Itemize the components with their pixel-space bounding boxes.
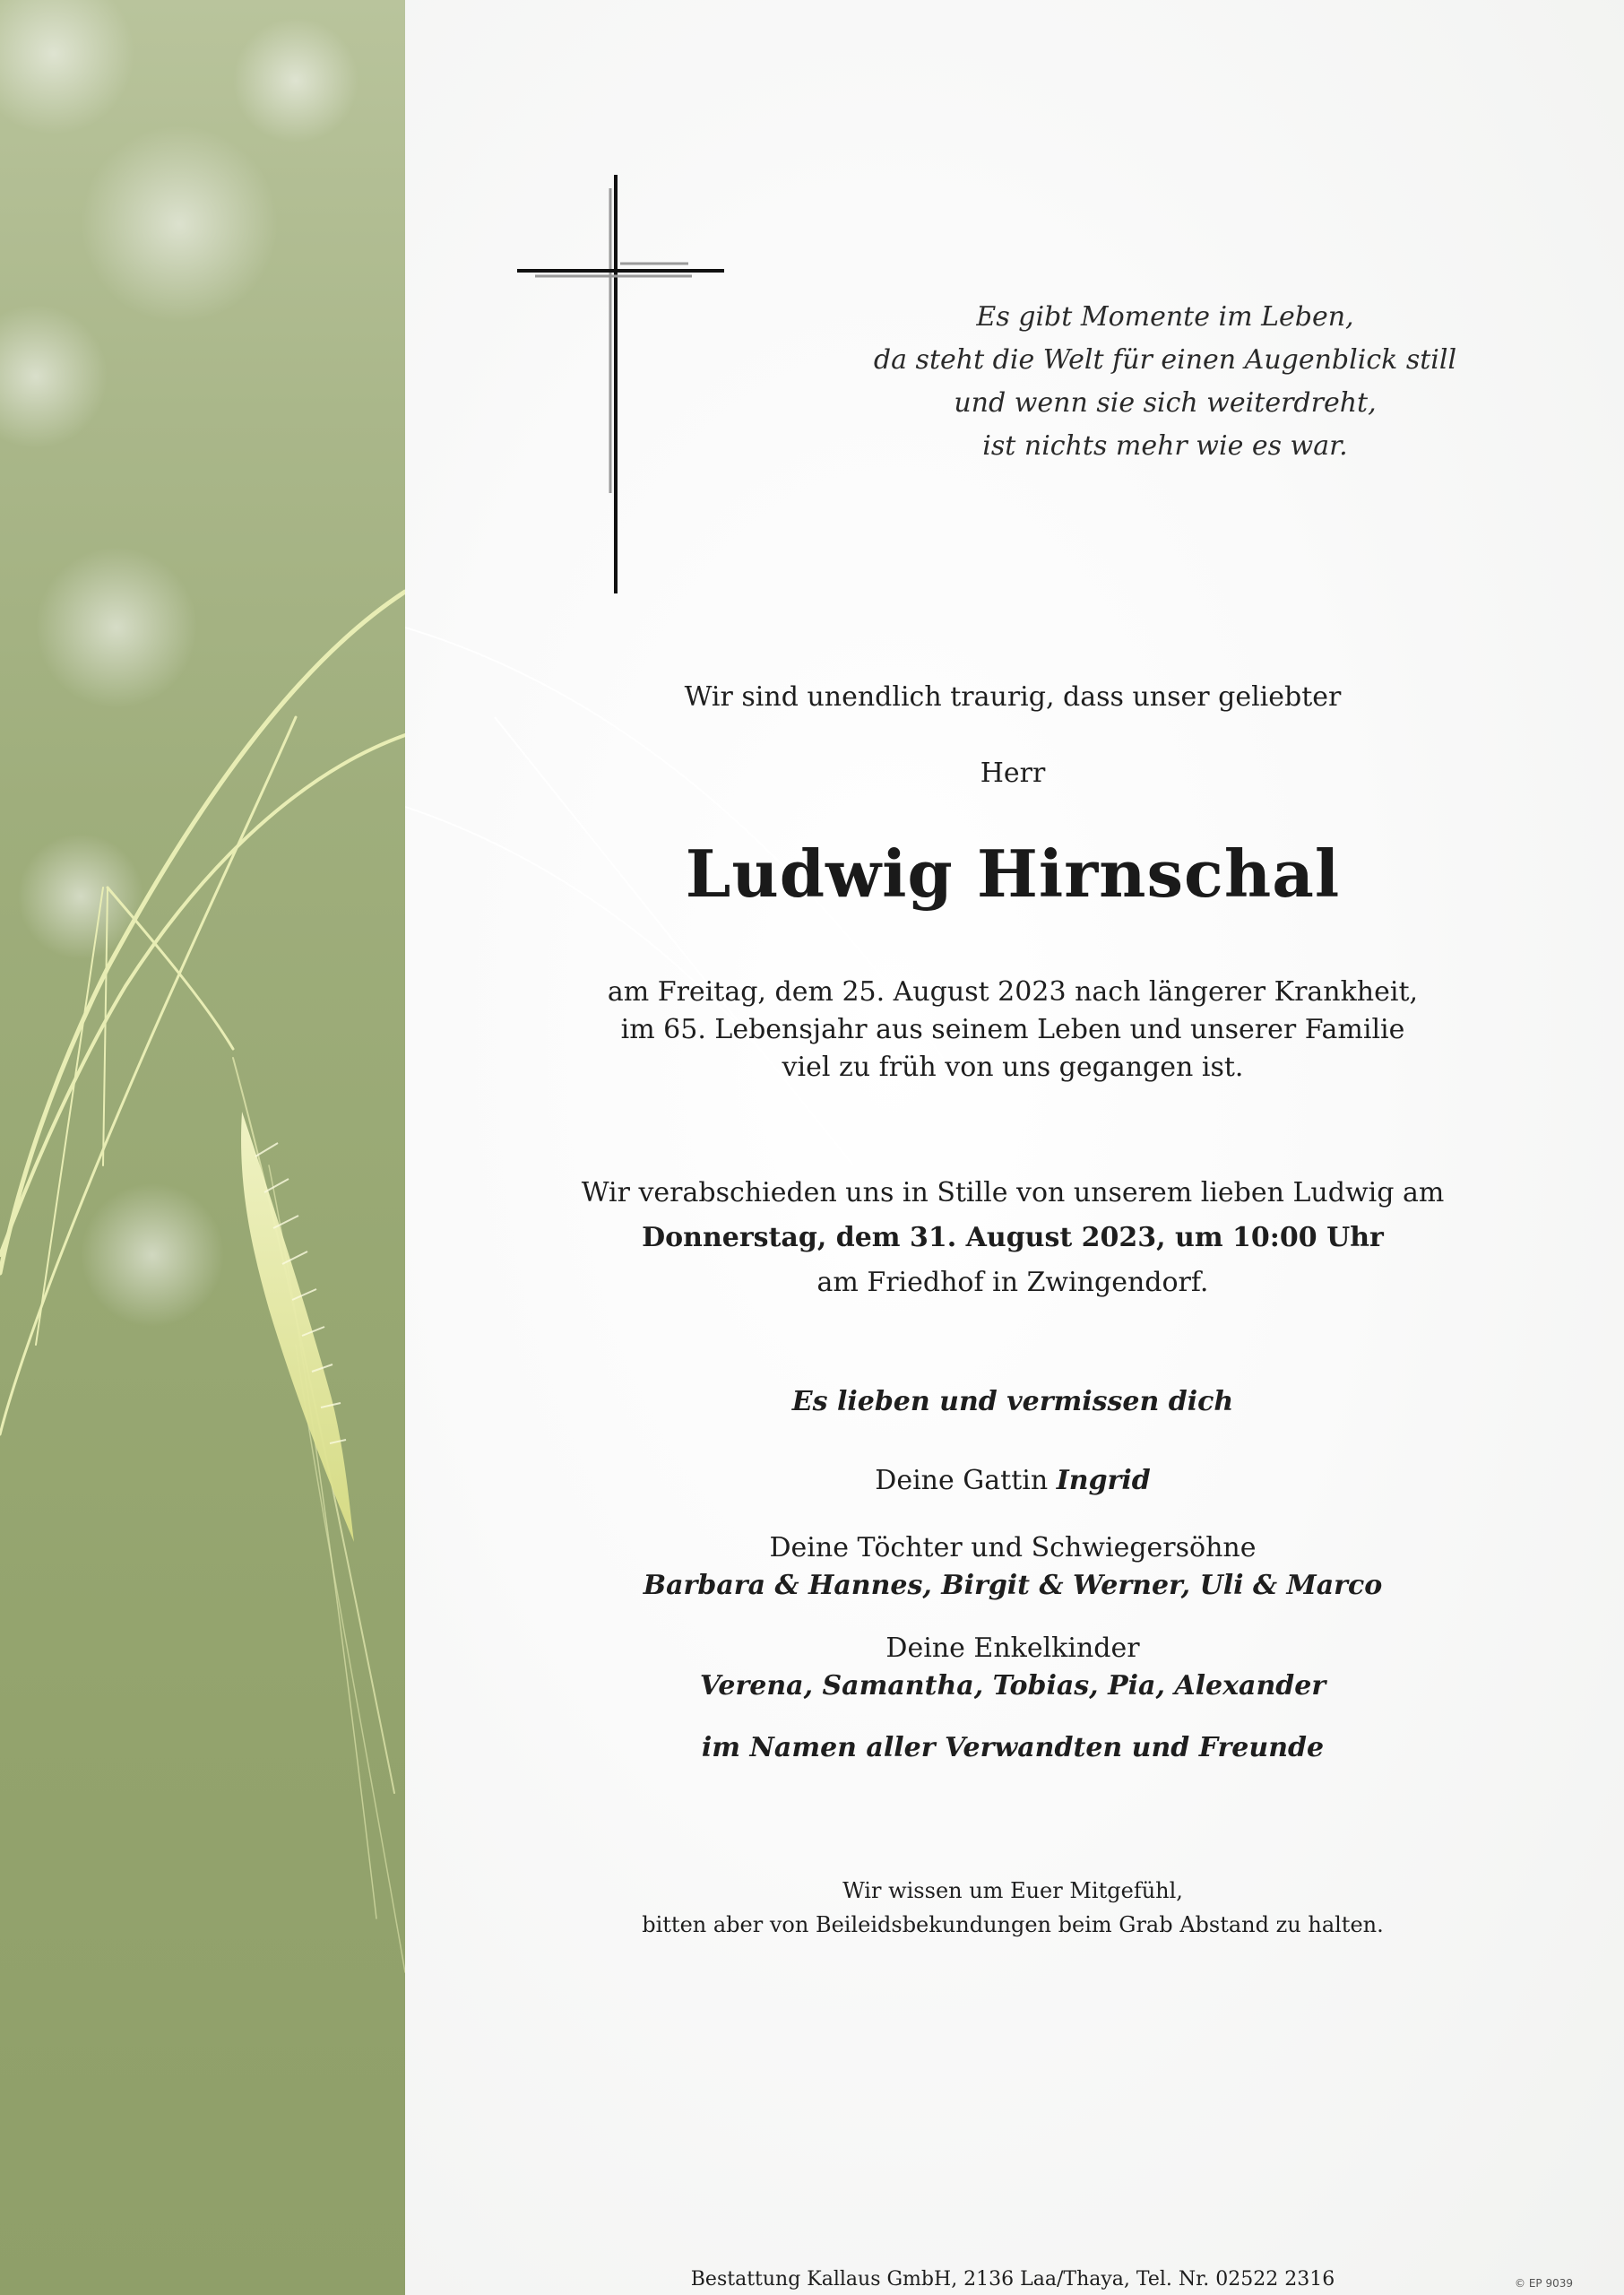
wheat-photo-panel [0,0,405,2295]
children-group [502,1529,1524,1605]
death-line: am Freitag, dem 25. August 2023 nach längerer Krankheit, [607,976,1419,1008]
children-names: Barbara & Hannes, Birgit & Werner, Uli & Marco [643,1570,1383,1601]
funeral-details [502,1171,1524,1305]
spouse-label: Deine Gattin [875,1465,1049,1496]
intro-text: Wir sind unendlich traurig, dass unser geliebter [684,681,1342,713]
funeral-date-time: Donnerstag, dem 31. August 2023, um 10:00 Uhr [642,1222,1384,1253]
salutation: Herr [980,758,1046,789]
spouse-line [502,1465,1524,1496]
undertaker-footer: Bestattung Kallaus GmbH, 2136 Laa/Thaya, Tel. Nr. 02522 2316 [690,2268,1335,2291]
quote-line: Es gibt Momente im Leben, [976,301,1354,333]
wheat-illustration [0,0,405,2295]
cross-icon [513,170,728,601]
grandchildren-label: Deine Enkelkinder [885,1632,1140,1664]
quote-line: da steht die Welt für einen Augenblick still [873,344,1457,376]
funeral-intro: Wir verabschieden uns in Stille von unserem lieben Ludwig am [581,1177,1445,1208]
quote-line: ist nichts mehr wie es war. [982,430,1348,462]
print-code: © EP 9039 [1515,2277,1573,2290]
quote-line: und wenn sie sich weiterdreht, [954,387,1377,419]
note-line: Wir wissen um Euer Mitgefühl, [842,1878,1183,1903]
quote-verse [807,296,1524,468]
spouse-name: Ingrid [1056,1465,1151,1496]
grandchildren-names: Verena, Samantha, Tobias, Pia, Alexander [699,1670,1326,1702]
note-line: bitten aber von Beileidsbekundungen beim Grab Abstand zu halten. [642,1912,1384,1937]
death-line: viel zu früh von uns gegangen ist. [782,1052,1244,1083]
mourners-heading: Es lieben und vermissen dich [791,1386,1234,1417]
children-label: Deine Töchter und Schwiegersöhne [769,1532,1257,1563]
funeral-location: am Friedhof in Zwingendorf. [816,1267,1209,1298]
death-line: im 65. Lebensjahr aus seinem Leben und unserer Familie [620,1014,1405,1045]
grandchildren-group [502,1630,1524,1705]
condolence-note [502,1874,1524,1942]
death-notice [502,974,1524,1087]
closing-line: im Namen aller Verwandten und Freunde [701,1732,1325,1763]
deceased-name: Ludwig Hirnschal [685,836,1341,912]
